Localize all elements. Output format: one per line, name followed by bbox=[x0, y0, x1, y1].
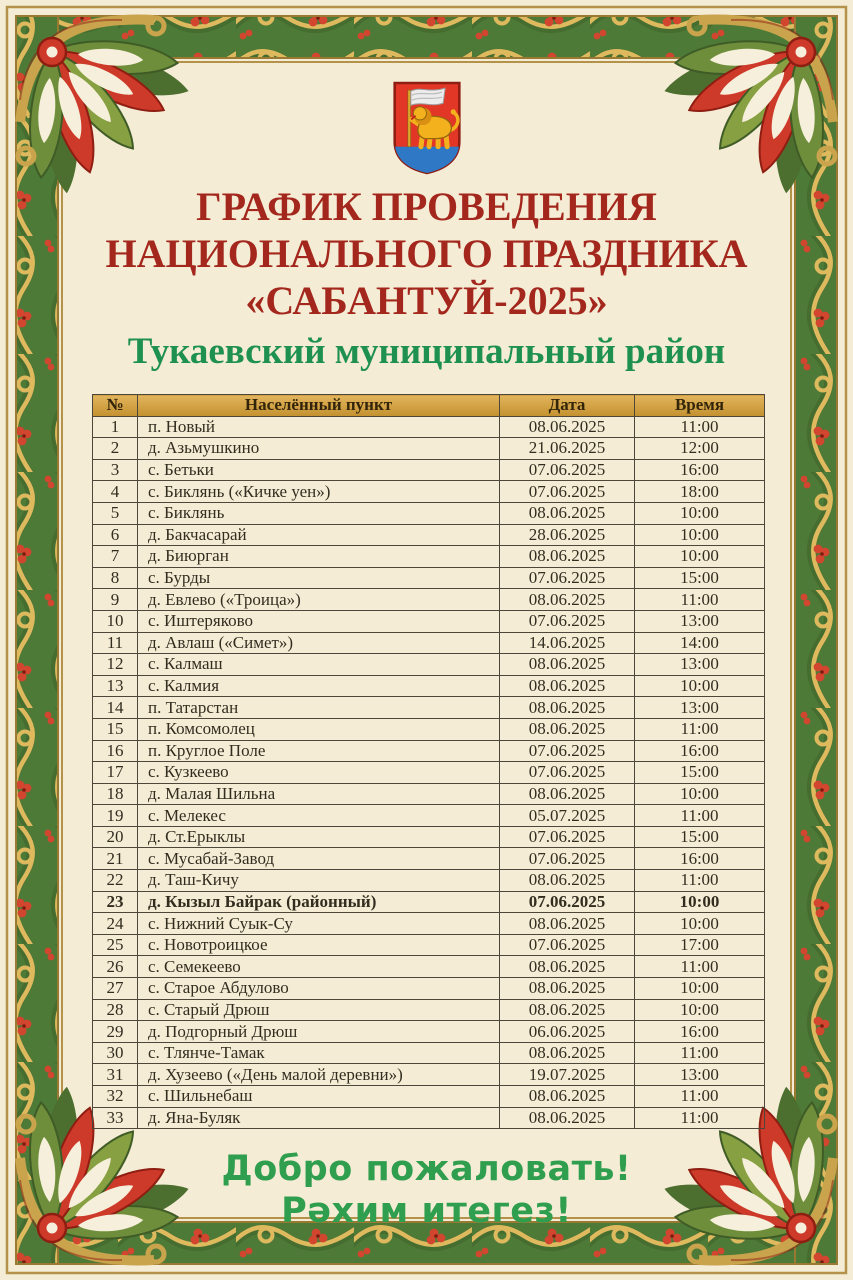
table-row bbox=[93, 567, 765, 589]
cell-num: 13 bbox=[93, 675, 138, 697]
cell-time: 13:00 bbox=[635, 654, 765, 676]
table-row bbox=[93, 718, 765, 740]
cell-date: 05.07.2025 bbox=[500, 805, 635, 827]
table-row bbox=[93, 934, 765, 956]
cell-place: п. Татарстан bbox=[138, 697, 500, 719]
cell-place: д. Подгорный Дрюш bbox=[138, 1021, 500, 1043]
cell-date: 08.06.2025 bbox=[500, 1107, 635, 1129]
table-row bbox=[93, 1042, 765, 1064]
table-row bbox=[93, 524, 765, 546]
cell-num: 26 bbox=[93, 956, 138, 978]
cell-time: 10:00 bbox=[635, 546, 765, 568]
cell-time: 11:00 bbox=[635, 1107, 765, 1129]
cell-num: 23 bbox=[93, 891, 138, 913]
cell-time: 17:00 bbox=[635, 934, 765, 956]
table-row bbox=[93, 589, 765, 611]
table-row bbox=[93, 1021, 765, 1043]
cell-place: д. Кызыл Байрак (районный) bbox=[138, 891, 500, 913]
cell-place: с. Старое Абдулово bbox=[138, 978, 500, 1000]
table-row bbox=[93, 1064, 765, 1086]
table-row bbox=[93, 546, 765, 568]
cell-time: 10:00 bbox=[635, 524, 765, 546]
table-row bbox=[93, 848, 765, 870]
cell-time: 11:00 bbox=[635, 956, 765, 978]
cell-place: д. Малая Шильна bbox=[138, 783, 500, 805]
cell-time: 10:00 bbox=[635, 913, 765, 935]
cell-time: 10:00 bbox=[635, 675, 765, 697]
cell-num: 29 bbox=[93, 1021, 138, 1043]
cell-num: 12 bbox=[93, 654, 138, 676]
cell-num: 17 bbox=[93, 762, 138, 784]
cell-time: 10:00 bbox=[635, 891, 765, 913]
header-date: Дата bbox=[500, 395, 635, 417]
table-row bbox=[93, 1107, 765, 1129]
cell-place: с. Семекеево bbox=[138, 956, 500, 978]
cell-date: 07.06.2025 bbox=[500, 567, 635, 589]
cell-num: 3 bbox=[93, 459, 138, 481]
cell-time: 11:00 bbox=[635, 589, 765, 611]
page-title-line-1: ГРАФИК ПРОВЕДЕНИЯ bbox=[196, 184, 657, 229]
cell-date: 08.06.2025 bbox=[500, 697, 635, 719]
cell-date: 08.06.2025 bbox=[500, 416, 635, 438]
cell-time: 16:00 bbox=[635, 848, 765, 870]
cell-place: п. Комсомолец bbox=[138, 718, 500, 740]
cell-num: 21 bbox=[93, 848, 138, 870]
cell-date: 07.06.2025 bbox=[500, 459, 635, 481]
cell-date: 08.06.2025 bbox=[500, 502, 635, 524]
cell-time: 14:00 bbox=[635, 632, 765, 654]
header-time: Время bbox=[635, 395, 765, 417]
header-num: № bbox=[93, 395, 138, 417]
cell-date: 07.06.2025 bbox=[500, 762, 635, 784]
cell-time: 15:00 bbox=[635, 826, 765, 848]
cell-place: с. Новотроицкое bbox=[138, 934, 500, 956]
cell-time: 10:00 bbox=[635, 999, 765, 1021]
header-place: Населённый пункт bbox=[138, 395, 500, 417]
cell-date: 07.06.2025 bbox=[500, 610, 635, 632]
table-row bbox=[93, 826, 765, 848]
table-row bbox=[93, 675, 765, 697]
cell-num: 20 bbox=[93, 826, 138, 848]
table-row bbox=[93, 891, 765, 913]
cell-time: 11:00 bbox=[635, 416, 765, 438]
cell-date: 07.06.2025 bbox=[500, 848, 635, 870]
cell-date: 07.06.2025 bbox=[500, 826, 635, 848]
cell-time: 16:00 bbox=[635, 459, 765, 481]
cell-date: 28.06.2025 bbox=[500, 524, 635, 546]
cell-date: 08.06.2025 bbox=[500, 654, 635, 676]
cell-time: 11:00 bbox=[635, 870, 765, 892]
cell-place: с. Шильнебаш bbox=[138, 1086, 500, 1108]
cell-place: с. Иштеряково bbox=[138, 610, 500, 632]
table-header-row bbox=[93, 395, 765, 417]
cell-place: д. Бакчасарай bbox=[138, 524, 500, 546]
cell-place: с. Кузкеево bbox=[138, 762, 500, 784]
page-title bbox=[60, 183, 793, 324]
cell-place: с. Старый Дрюш bbox=[138, 999, 500, 1021]
cell-num: 22 bbox=[93, 870, 138, 892]
table-row bbox=[93, 913, 765, 935]
cell-num: 32 bbox=[93, 1086, 138, 1108]
cell-time: 11:00 bbox=[635, 805, 765, 827]
cell-num: 33 bbox=[93, 1107, 138, 1129]
cell-place: д. Яна-Буляк bbox=[138, 1107, 500, 1129]
cell-num: 16 bbox=[93, 740, 138, 762]
table-row bbox=[93, 978, 765, 1000]
cell-num: 15 bbox=[93, 718, 138, 740]
cell-num: 11 bbox=[93, 632, 138, 654]
cell-date: 08.06.2025 bbox=[500, 1086, 635, 1108]
cell-num: 4 bbox=[93, 481, 138, 503]
schedule-table-container bbox=[92, 394, 764, 1129]
cell-date: 06.06.2025 bbox=[500, 1021, 635, 1043]
cell-time: 10:00 bbox=[635, 783, 765, 805]
cell-time: 13:00 bbox=[635, 697, 765, 719]
page-title-line-3: «САБАНТУЙ-2025» bbox=[245, 278, 608, 323]
coat-of-arms bbox=[391, 80, 463, 176]
table-row bbox=[93, 805, 765, 827]
table-row bbox=[93, 632, 765, 654]
table-row bbox=[93, 783, 765, 805]
cell-place: д. Биюрган bbox=[138, 546, 500, 568]
cell-time: 13:00 bbox=[635, 610, 765, 632]
cell-date: 21.06.2025 bbox=[500, 438, 635, 460]
cell-date: 07.06.2025 bbox=[500, 934, 635, 956]
cell-num: 25 bbox=[93, 934, 138, 956]
table-row bbox=[93, 438, 765, 460]
cell-place: д. Евлево («Троица») bbox=[138, 589, 500, 611]
cell-time: 15:00 bbox=[635, 567, 765, 589]
schedule-table-body bbox=[93, 416, 765, 1129]
table-row bbox=[93, 740, 765, 762]
cell-place: д. Авлаш («Симет») bbox=[138, 632, 500, 654]
cell-num: 19 bbox=[93, 805, 138, 827]
cell-num: 27 bbox=[93, 978, 138, 1000]
table-row bbox=[93, 416, 765, 438]
table-row bbox=[93, 502, 765, 524]
cell-time: 11:00 bbox=[635, 1086, 765, 1108]
cell-date: 07.06.2025 bbox=[500, 481, 635, 503]
cell-num: 7 bbox=[93, 546, 138, 568]
cell-place: с. Нижний Суык-Су bbox=[138, 913, 500, 935]
cell-place: с. Калмия bbox=[138, 675, 500, 697]
cell-time: 10:00 bbox=[635, 978, 765, 1000]
cell-date: 08.06.2025 bbox=[500, 913, 635, 935]
cell-date: 08.06.2025 bbox=[500, 718, 635, 740]
cell-num: 9 bbox=[93, 589, 138, 611]
cell-time: 16:00 bbox=[635, 740, 765, 762]
cell-num: 10 bbox=[93, 610, 138, 632]
page-subtitle: Тукаевский муниципальный район bbox=[127, 331, 726, 372]
cell-num: 24 bbox=[93, 913, 138, 935]
cell-date: 08.06.2025 bbox=[500, 978, 635, 1000]
cell-date: 14.06.2025 bbox=[500, 632, 635, 654]
cell-place: д. Ст.Ерыклы bbox=[138, 826, 500, 848]
cell-date: 08.06.2025 bbox=[500, 1042, 635, 1064]
cell-time: 10:00 bbox=[635, 502, 765, 524]
cell-date: 08.06.2025 bbox=[500, 870, 635, 892]
table-row bbox=[93, 1086, 765, 1108]
greeting bbox=[0, 1148, 853, 1232]
cell-num: 30 bbox=[93, 1042, 138, 1064]
table-row bbox=[93, 697, 765, 719]
cell-time: 12:00 bbox=[635, 438, 765, 460]
cell-place: с. Тлянче-Тамак bbox=[138, 1042, 500, 1064]
table-row bbox=[93, 870, 765, 892]
table-row bbox=[93, 762, 765, 784]
schedule-table bbox=[92, 394, 765, 1129]
table-row bbox=[93, 481, 765, 503]
cell-date: 07.06.2025 bbox=[500, 891, 635, 913]
greeting-line-tt: Рәхим итегез! bbox=[281, 1191, 572, 1231]
cell-date: 07.06.2025 bbox=[500, 740, 635, 762]
cell-place: п. Круглое Поле bbox=[138, 740, 500, 762]
cell-place: с. Калмаш bbox=[138, 654, 500, 676]
cell-place: д. Азьмушкино bbox=[138, 438, 500, 460]
cell-num: 28 bbox=[93, 999, 138, 1021]
cell-num: 31 bbox=[93, 1064, 138, 1086]
cell-num: 6 bbox=[93, 524, 138, 546]
cell-num: 8 bbox=[93, 567, 138, 589]
cell-time: 16:00 bbox=[635, 1021, 765, 1043]
cell-num: 5 bbox=[93, 502, 138, 524]
cell-place: с. Мусабай-Завод bbox=[138, 848, 500, 870]
cell-num: 14 bbox=[93, 697, 138, 719]
cell-place: с. Бурды bbox=[138, 567, 500, 589]
cell-date: 08.06.2025 bbox=[500, 783, 635, 805]
cell-date: 08.06.2025 bbox=[500, 956, 635, 978]
table-row bbox=[93, 999, 765, 1021]
cell-time: 11:00 bbox=[635, 1042, 765, 1064]
cell-num: 2 bbox=[93, 438, 138, 460]
cell-place: д. Хузеево («День малой деревни») bbox=[138, 1064, 500, 1086]
cell-place: с. Мелекес bbox=[138, 805, 500, 827]
table-row bbox=[93, 459, 765, 481]
cell-date: 08.06.2025 bbox=[500, 999, 635, 1021]
table-row bbox=[93, 610, 765, 632]
cell-time: 11:00 bbox=[635, 718, 765, 740]
cell-time: 15:00 bbox=[635, 762, 765, 784]
cell-date: 08.06.2025 bbox=[500, 589, 635, 611]
greeting-line-ru: Добро пожаловать! bbox=[221, 1149, 632, 1189]
cell-time: 13:00 bbox=[635, 1064, 765, 1086]
table-row bbox=[93, 654, 765, 676]
cell-place: с. Бетьки bbox=[138, 459, 500, 481]
table-row bbox=[93, 956, 765, 978]
cell-time: 18:00 bbox=[635, 481, 765, 503]
cell-date: 19.07.2025 bbox=[500, 1064, 635, 1086]
cell-place: с. Биклянь bbox=[138, 502, 500, 524]
cell-date: 08.06.2025 bbox=[500, 675, 635, 697]
cell-place: д. Таш-Кичу bbox=[138, 870, 500, 892]
cell-num: 18 bbox=[93, 783, 138, 805]
cell-place: п. Новый bbox=[138, 416, 500, 438]
page-title-line-2: НАЦИОНАЛЬНОГО ПРАЗДНИКА bbox=[105, 231, 748, 276]
cell-place: с. Биклянь («Кичке уен») bbox=[138, 481, 500, 503]
cell-date: 08.06.2025 bbox=[500, 546, 635, 568]
cell-num: 1 bbox=[93, 416, 138, 438]
